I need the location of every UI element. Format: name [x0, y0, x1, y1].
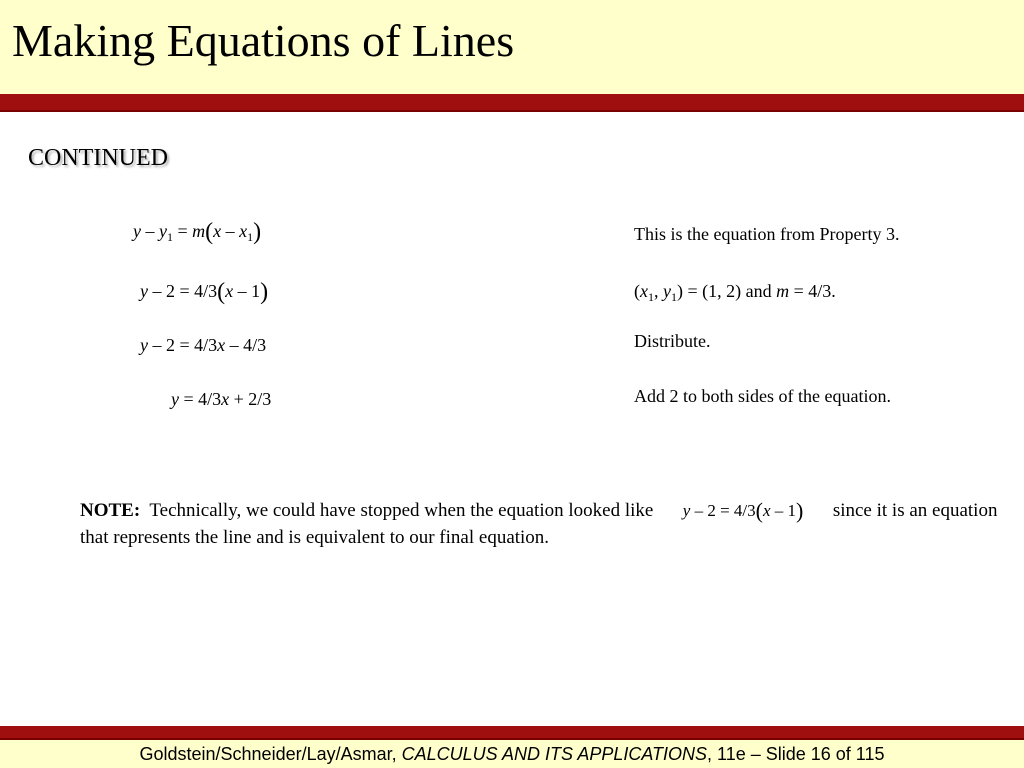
eq-var: x: [217, 335, 226, 355]
top-divider-bar: [0, 94, 1024, 110]
expl-text: ) = (1, 2) and: [677, 281, 777, 301]
eq-var: y: [133, 221, 141, 241]
equation-point-slope: $y - y_1 = m(x - x_1)$: [133, 219, 262, 245]
note-label: NOTE:: [80, 500, 141, 521]
eq-var: m: [192, 221, 206, 241]
slide-subtitle: CONTINUED: [28, 145, 168, 171]
eq-text: – 4/3: [225, 335, 267, 355]
eq-var: x: [213, 221, 222, 241]
eq-text: – 1: [770, 501, 797, 520]
eq-text: – 2 = 4/3: [148, 281, 218, 301]
eq-var: y: [682, 501, 691, 520]
explanation-step-4: Add 2 to both sides of the equation.: [634, 386, 891, 406]
footer-book-title: CALCULUS AND ITS APPLICATIONS: [401, 744, 708, 764]
equation-distributed: [140, 336, 266, 354]
eq-subscript: 1: [247, 230, 254, 244]
eq-text: – 1: [233, 281, 261, 301]
expl-var: y: [663, 281, 671, 301]
eq-text: + 2/3: [229, 389, 272, 409]
explanation-step-2: [634, 281, 836, 304]
note-paragraph: [80, 495, 1000, 551]
footer-banner: [0, 740, 1024, 768]
eq-var: y: [140, 335, 148, 355]
footer-slide-number: , 11e – Slide 16 of 115: [707, 744, 885, 764]
eq-var: y: [171, 389, 179, 409]
eq-var: y: [140, 281, 148, 301]
eq-var: x: [239, 221, 248, 241]
footer-authors: Goldstein/Schneider/Lay/Asmar,: [139, 744, 402, 764]
eq-var: x: [762, 501, 771, 520]
top-divider-line: [0, 110, 1024, 112]
eq-text: – 2 = 4/3: [690, 501, 756, 520]
eq-var: y: [159, 221, 167, 241]
eq-text: = 4/3: [179, 389, 222, 409]
expl-text: = 4/3.: [789, 281, 836, 301]
footer-citation: [0, 744, 1024, 764]
eq-text: –: [141, 221, 159, 241]
expl-subscript: 1: [671, 290, 677, 304]
expl-subscript: 1: [648, 290, 654, 304]
eq-text: – 2 = 4/3: [148, 335, 218, 355]
explanation-step-1: This is the equation from Property 3.: [634, 224, 900, 244]
expl-var: m: [776, 281, 790, 301]
equation-final: [171, 390, 271, 408]
bottom-divider-bar: [0, 726, 1024, 738]
eq-subscript: 1: [167, 230, 173, 244]
note-text: Technically, we could have stopped when the equation looked like: [149, 500, 654, 521]
title-banner: [0, 0, 1024, 94]
note-text: since it is an equation that represents the line and is equivalent to our final equation.: [80, 500, 998, 548]
expl-var: x: [640, 281, 648, 301]
equation-substituted: y – 2 = 4/3(x – 1): [140, 279, 269, 305]
eq-var: x: [225, 281, 234, 301]
eq-text: =: [173, 221, 193, 241]
slide-title: Making Equations of Lines: [12, 15, 515, 66]
expl-text: (: [634, 281, 640, 301]
eq-var: x: [221, 389, 230, 409]
eq-text: –: [221, 221, 240, 241]
expl-text: ,: [654, 281, 663, 301]
explanation-step-3: Distribute.: [634, 331, 711, 351]
note-equation: y – 2 = 4/3(x – 1): [682, 498, 804, 523]
